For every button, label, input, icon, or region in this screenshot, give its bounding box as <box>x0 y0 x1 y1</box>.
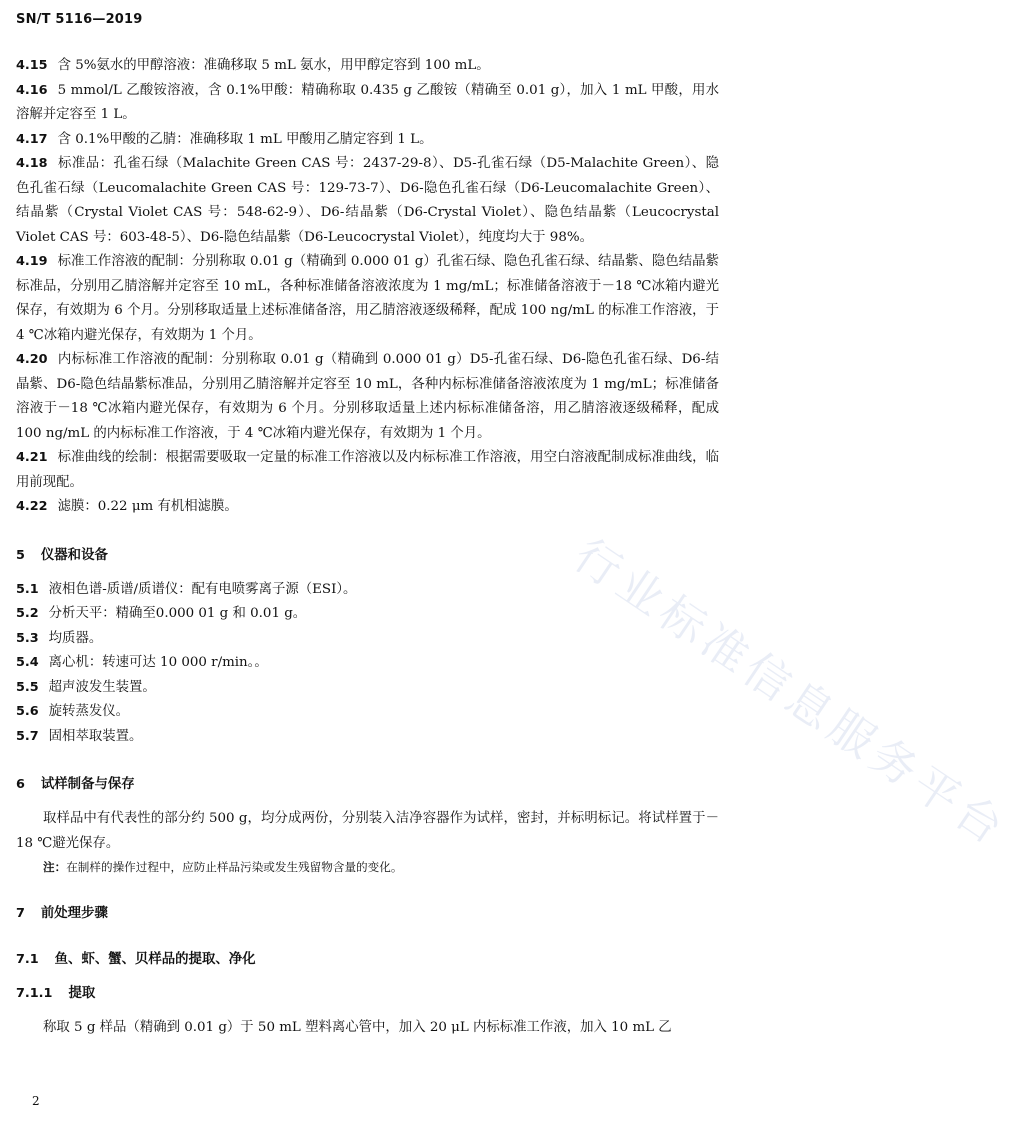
note-text: 在制样的操作过程中，应防止样品污染或发生残留物含量的变化。 <box>66 860 403 874</box>
section-7-1-1-body: 称取 5 g 样品（精确到 0.01 g）于 50 mL 塑料离心管中，加入 20 μL 内标标准工作液，加入 10 mL 乙 <box>43 1020 672 1035</box>
clause-4-21 <box>16 446 719 495</box>
section-6-note <box>43 856 719 878</box>
section-5-list <box>16 578 719 750</box>
clause-number: 4.16 <box>16 82 48 98</box>
watermark: 行业标准信息服务平台 <box>564 528 1018 858</box>
clause-5-3: 5.3 均质器。 <box>16 630 103 646</box>
page-content <box>16 54 719 1041</box>
clause-number: 4.20 <box>16 352 48 367</box>
clause-4-20 <box>16 348 719 446</box>
clause-text: 标准品：孔雀石绿（Malachite Green CAS 号：2437-29-8）、D5-孔雀石绿（D5-Malachite Green）、隐色孔雀石绿（Leucomalachite Green CAS 号：129-73-7）、D6-隐色孔雀石绿（D6-Leucomalachite Green）、结晶紫（Crystal Violet CAS 号：548-62-9）、D6-结晶紫（D6-Crystal Violet）、隐色结晶紫（Leucocrystal Violet CAS 号：603-48-5）、D6-隐色结晶紫（D6-Leucocrystal Violet），纯度均大于 98%。 <box>16 156 719 245</box>
section-heading-5: 5 仪器和设备 <box>16 547 108 563</box>
page-number: 2 <box>32 1094 40 1108</box>
clause-number: 4.15 <box>16 58 48 73</box>
clause-5-4: 5.4 离心机：转速可达 10 000 r/min。。 <box>16 655 268 670</box>
clause-4-15 <box>16 54 719 79</box>
section-heading-7: 7 前处理步骤 <box>16 906 108 921</box>
clause-4-18 <box>16 152 719 250</box>
clause-text: 内标标准工作溶液的配制：分别称取 0.01 g（精确到 0.000 01 g）D5-孔雀石绿、D6-隐色孔雀石绿、D6-结晶紫、D6-隐色结晶紫标准品，分别用乙腈溶解并定容至 10 mL，各种内标标准储备溶液浓度为 1 mg/mL；标准储备溶液于－18 ℃冰箱内避光保存，有效期为 6 个月。分别移取适量上述内标标准储备溶，用乙腈溶液逐级稀释，配成 100 ng/mL 的内标标准工作溶液，于 4 ℃冰箱内避光保存，有效期为 1 个月。 <box>16 352 719 441</box>
clause-number: 4.22 <box>16 499 48 514</box>
clause-5-1: 5.1 液相色谱-质谱/质谱仪：配有电喷雾离子源（ESI）。 <box>16 581 357 597</box>
section-heading-6: 6 试样制备与保存 <box>16 777 135 792</box>
clause-4-17 <box>16 128 719 153</box>
clause-text: 标准曲线的绘制：根据需要吸取一定量的标准工作溶液以及内标标准工作溶液，用空白溶液配制成标准曲线，临用前现配。 <box>16 450 719 490</box>
clause-5-2: 5.2 分析天平：精确至0.000 01 g 和 0.01 g。 <box>16 606 307 621</box>
clause-4-16 <box>16 79 719 128</box>
section-6-body: 取样品中有代表性的部分约 500 g，均分成两份，分别装入洁净容器作为试样，密封，并标明标记。将试样置于－18 ℃避光保存。 <box>16 811 719 851</box>
clause-text: 含 0.1%甲酸的乙腈：准确移取 1 mL 甲酸用乙腈定容到 1 L。 <box>57 131 433 147</box>
clause-number: 4.21 <box>16 450 48 465</box>
section-heading-7-1-1: 7.1.1 提取 <box>16 986 96 1001</box>
clause-number: 4.17 <box>16 131 48 147</box>
clause-text: 滤膜：0.22 μm 有机相滤膜。 <box>57 499 238 514</box>
clause-4-19 <box>16 250 719 348</box>
section-heading-7-1: 7.1 鱼、虾、蟹、贝样品的提取、净化 <box>16 952 256 967</box>
page-header: SN/T 5116—2019 <box>16 12 143 27</box>
clause-5-6: 5.6 旋转蒸发仪。 <box>16 704 130 719</box>
note-label: 注： <box>43 860 67 874</box>
clause-4-22 <box>16 495 719 520</box>
clause-5-5: 5.5 超声波发生装置。 <box>16 679 156 695</box>
clause-number: 4.18 <box>16 156 48 171</box>
clause-text: 5 mmol/L 乙酸铵溶液，含 0.1%甲酸：精确称取 0.435 g 乙酸铵（精确至 0.01 g），加入 1 mL 甲酸，用水溶解并定容至 1 L。 <box>16 82 719 122</box>
clause-5-7: 5.7 固相萃取装置。 <box>16 728 143 744</box>
clause-text: 标准工作溶液的配制：分别称取 0.01 g（精确到 0.000 01 g）孔雀石绿、隐色孔雀石绿、结晶紫、隐色结晶紫标准品，分别用乙腈溶解并定容至 10 mL，各种标准储备溶液浓度为 1 mg/mL；标准储备溶液于－18 ℃冰箱内避光保存，有效期为 6 个月。分别移取适量上述标准储备溶，用乙腈溶液逐级稀释，配成 100 ng/mL 的标准工作溶液，于 4 ℃冰箱内避光保存，有效期为 1 个月。 <box>16 254 719 343</box>
clause-number: 4.19 <box>16 254 48 269</box>
clause-text: 含 5%氨水的甲醇溶液：准确移取 5 mL 氨水，用甲醇定容到 100 mL。 <box>57 58 490 73</box>
